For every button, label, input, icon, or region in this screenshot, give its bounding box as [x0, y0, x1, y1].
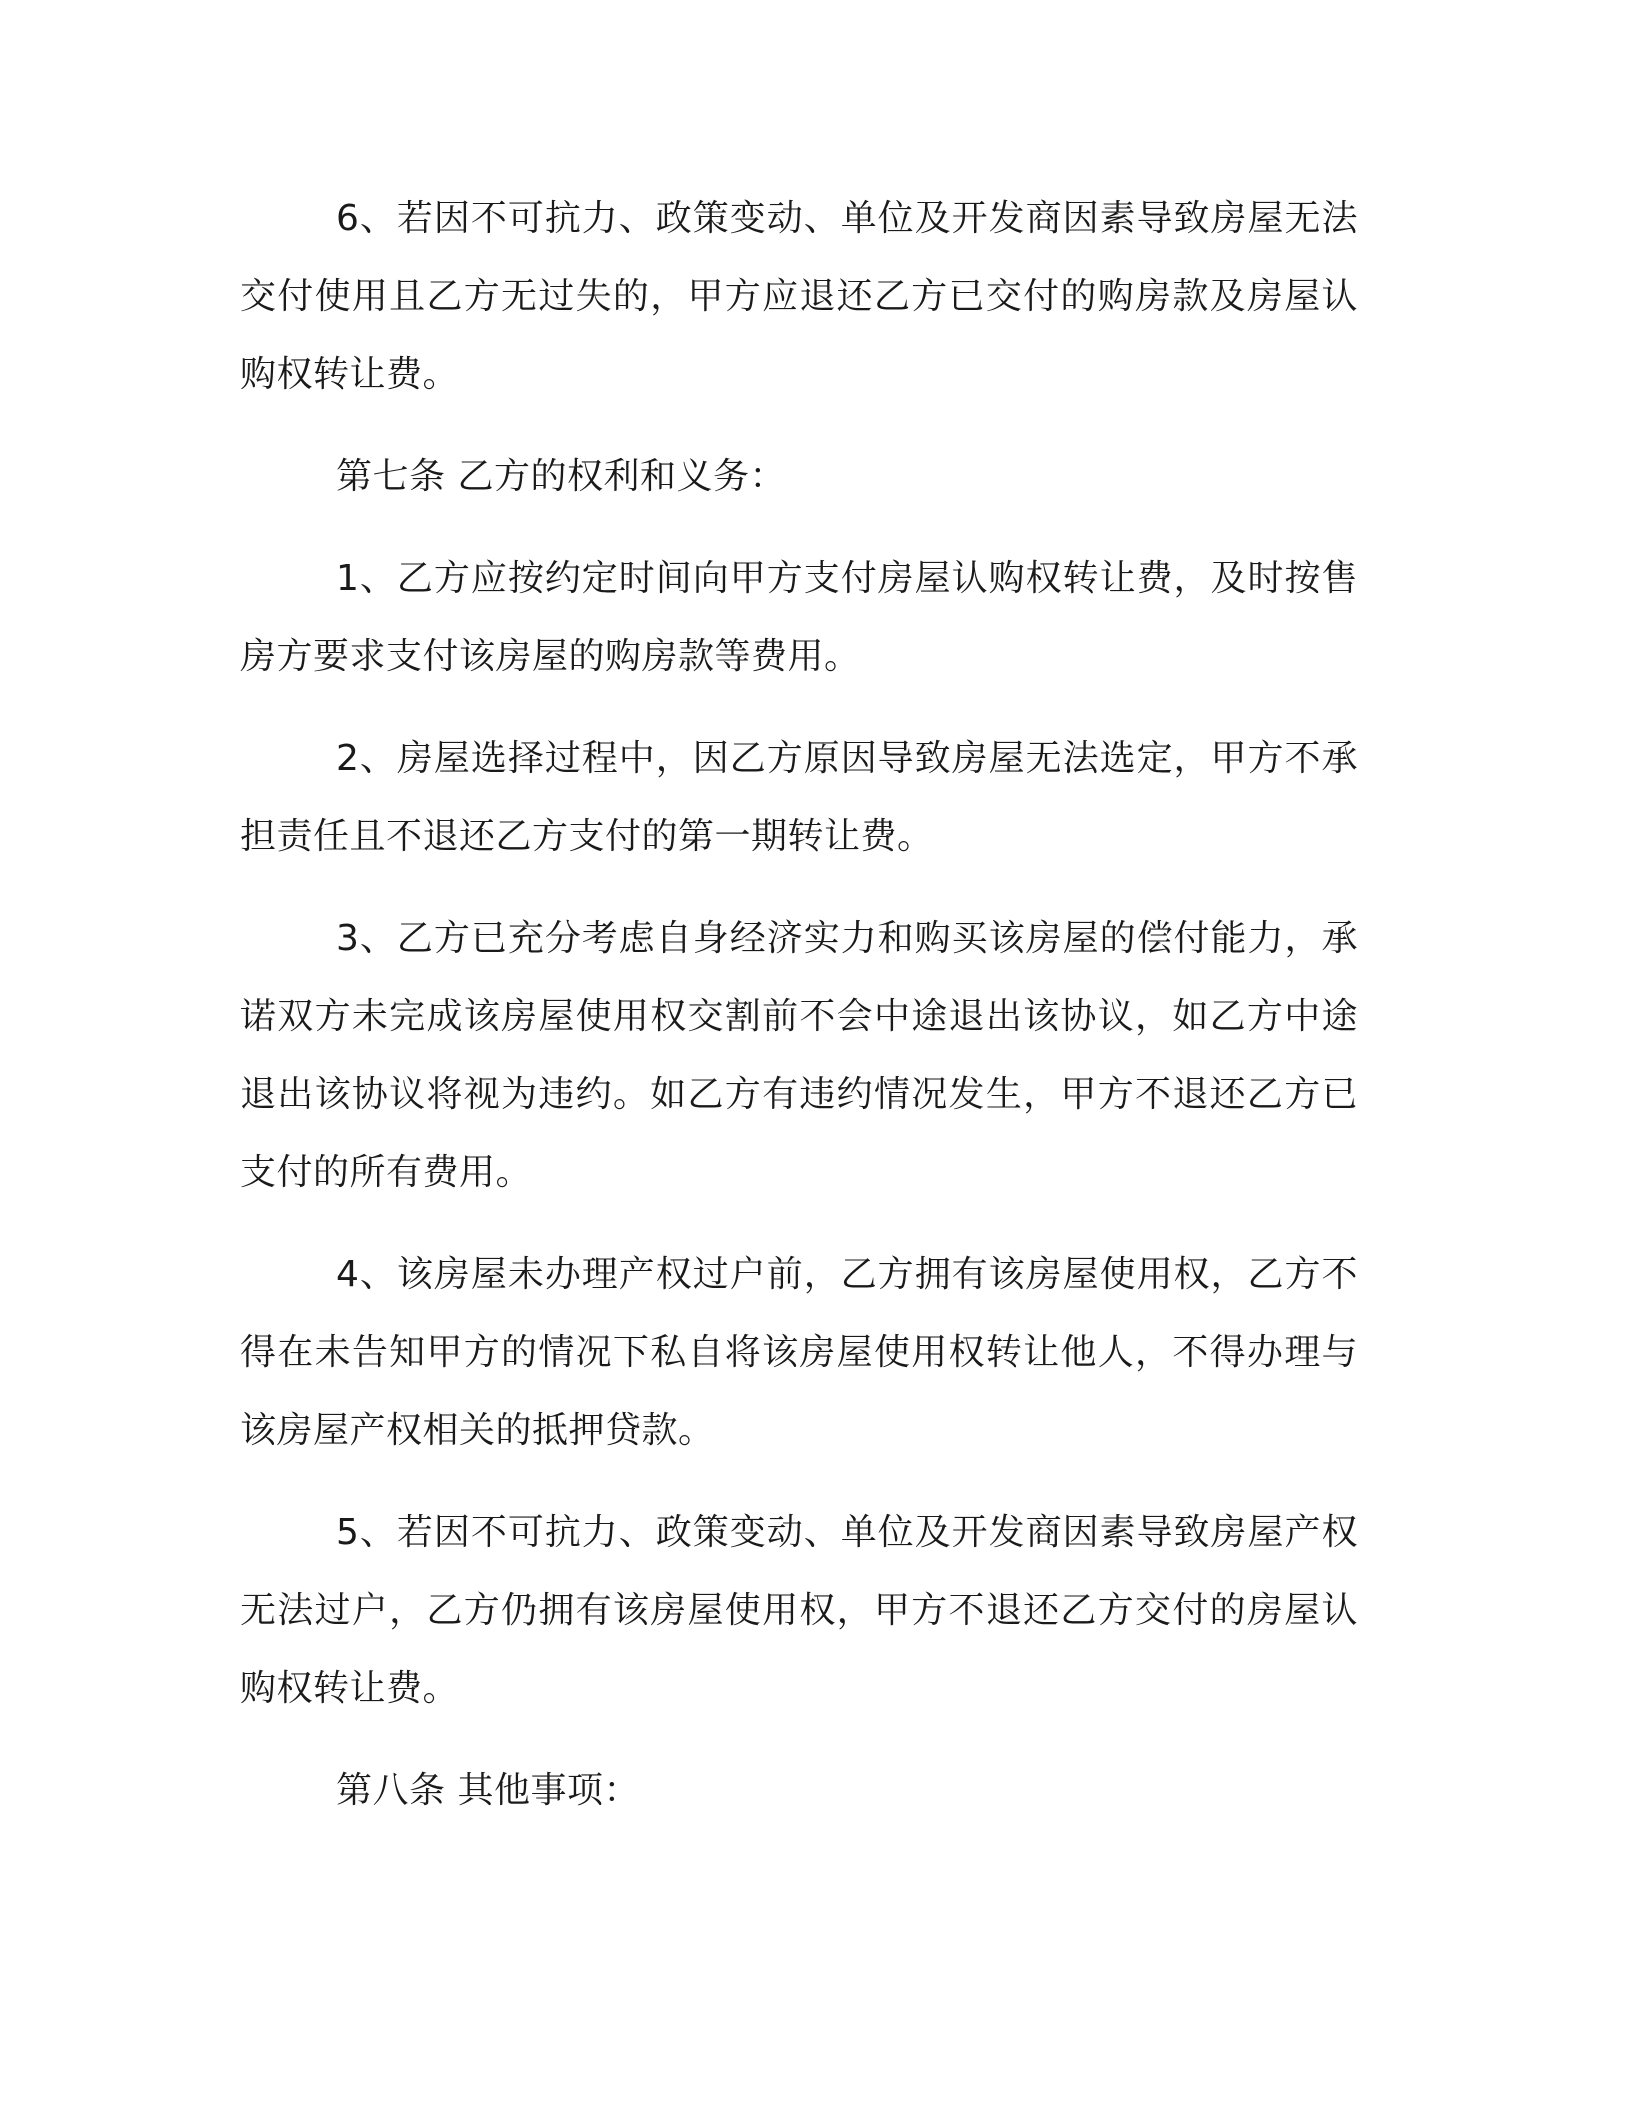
clause-6-paragraph: 6、若因不可抗力、政策变动、单位及开发商因素导致房屋无法交付使用且乙方无过失的，甲方应退还乙方已交付的购房款及房屋认购权转让费。 [240, 198, 1358, 395]
clause-2-paragraph: 2、房屋选择过程中，因乙方原因导致房屋无法选定，甲方不承担责任且不退还乙方支付的第一期转让费。 [240, 738, 1358, 857]
clause-4-paragraph: 4、该房屋未办理产权过户前，乙方拥有该房屋使用权，乙方不得在未告知甲方的情况下私自将该房屋使用权转让他人，不得办理与该房屋产权相关的抵押贷款。 [240, 1254, 1358, 1451]
article-7-heading: 第七条 乙方的权利和义务： [336, 456, 786, 497]
article-8-heading: 第八条 其他事项： [336, 1770, 640, 1811]
clause-3-paragraph: 3、乙方已充分考虑自身经济实力和购买该房屋的偿付能力，承诺双方未完成该房屋使用权交割前不会中途退出该协议，如乙方中途退出该协议将视为违约。如乙方有违约情况发生，甲方不退还乙方已支付的所有费用。 [240, 918, 1358, 1193]
clause-5-paragraph: 5、若因不可抗力、政策变动、单位及开发商因素导致房屋产权无法过户，乙方仍拥有该房屋使用权，甲方不退还乙方交付的房屋认购权转让费。 [240, 1512, 1358, 1709]
clause-1-paragraph: 1、乙方应按约定时间向甲方支付房屋认购权转让费，及时按售房方要求支付该房屋的购房款等费用。 [240, 558, 1358, 677]
document-body [240, 180, 1358, 1854]
